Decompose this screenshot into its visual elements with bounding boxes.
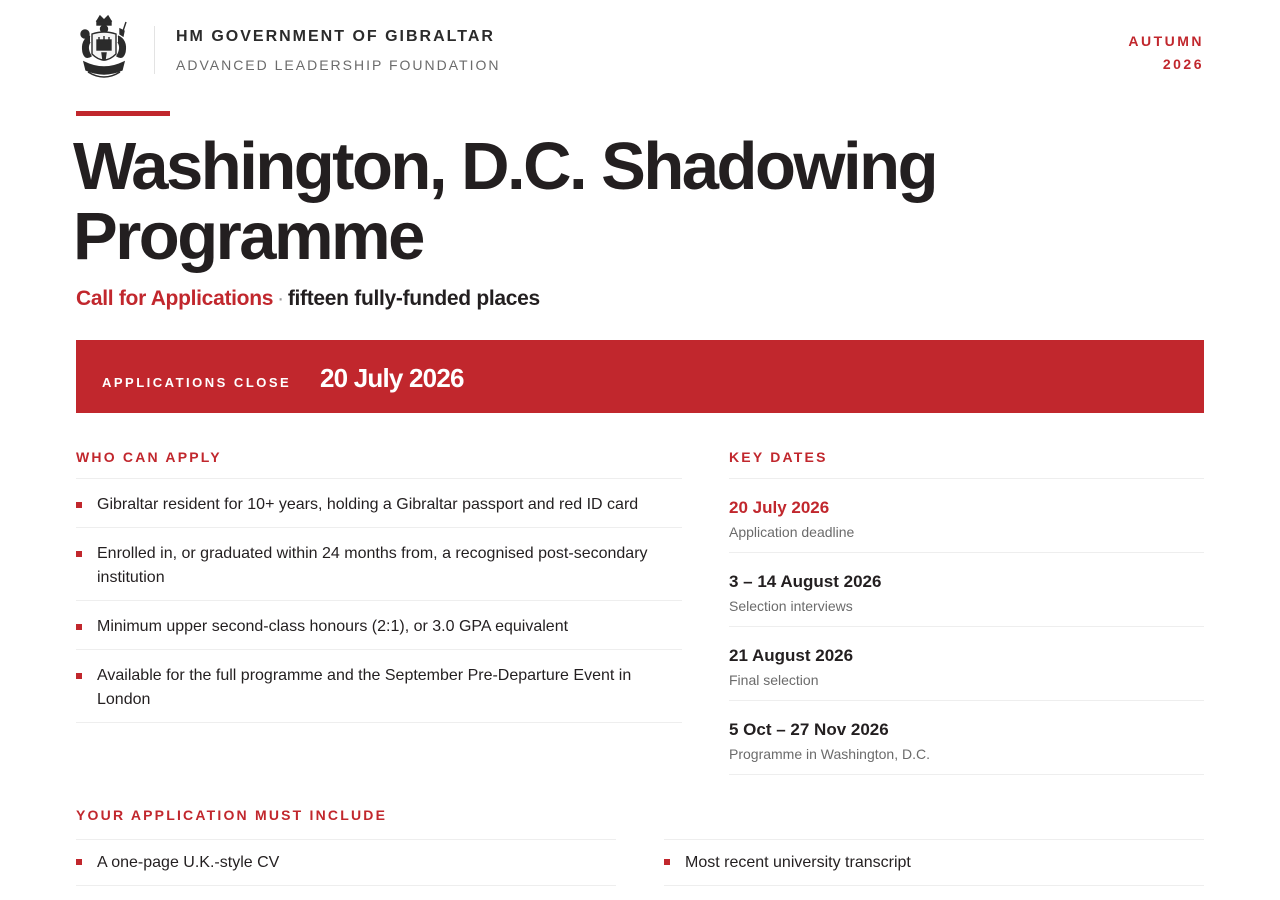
eligibility-heading: WHO CAN APPLY xyxy=(76,449,222,465)
date-item xyxy=(729,701,1204,775)
key-dates-list xyxy=(729,478,1204,775)
list-item-text: A one-page U.K.-style CV xyxy=(97,854,280,871)
date-value: 3 – 14 August 2026 xyxy=(729,572,882,591)
date-label: Selection interviews xyxy=(729,598,853,614)
bullet-icon xyxy=(76,859,82,865)
subtitle-separator: · xyxy=(277,287,284,310)
key-dates-heading: KEY DATES xyxy=(729,449,828,465)
org-subtitle: ADVANCED LEADERSHIP FOUNDATION xyxy=(176,57,501,73)
header-divider xyxy=(154,26,155,74)
bullet-icon xyxy=(76,624,82,630)
season-label xyxy=(1128,30,1204,76)
date-label: Final selection xyxy=(729,672,819,688)
org-title: HM GOVERNMENT OF GIBRALTAR xyxy=(176,28,495,45)
application-heading: YOUR APPLICATION MUST INCLUDE xyxy=(76,807,388,823)
subtitle xyxy=(76,287,540,311)
list-item-text: Gibraltar resident for 10+ years, holding a Gibraltar passport and red ID card xyxy=(97,496,639,513)
bullet-icon xyxy=(76,502,82,508)
page-title xyxy=(73,129,1073,274)
list-item-text: Most recent university transcript xyxy=(685,854,911,871)
date-label: Programme in Washington, D.C. xyxy=(729,746,930,762)
bullet-icon xyxy=(76,673,82,679)
list-item xyxy=(76,479,682,528)
deadline-banner xyxy=(76,340,1204,413)
list-item-text: Available for the full programme and the September Pre-Departure Event in London xyxy=(97,667,632,708)
subtitle-highlight: Call for Applications xyxy=(76,287,274,310)
eligibility-list xyxy=(76,478,682,723)
list-item xyxy=(76,601,682,650)
list-item-text: Minimum upper second-class honours (2:1), or 3.0 GPA equivalent xyxy=(97,618,569,635)
season-year: 2026 xyxy=(1162,56,1204,72)
application-list-left xyxy=(76,839,616,886)
page-title-line-2: Programme xyxy=(73,199,423,274)
date-value: 5 Oct – 27 Nov 2026 xyxy=(729,720,889,739)
header xyxy=(76,12,1204,88)
list-item xyxy=(76,650,682,723)
deadline-date: 20 July 2026 xyxy=(320,363,464,393)
list-item-text: Enrolled in, or graduated within 24 months from, a recognised post-secondary institution xyxy=(97,545,648,586)
date-value: 21 August 2026 xyxy=(729,646,854,665)
date-item xyxy=(729,553,1204,627)
deadline-label: APPLICATIONS CLOSE xyxy=(102,375,292,390)
date-item xyxy=(729,627,1204,701)
list-item xyxy=(76,840,616,886)
season-name: AUTUMN xyxy=(1128,33,1204,49)
application-list-right xyxy=(664,839,1204,886)
bullet-icon xyxy=(76,551,82,557)
page-title-line-1: Washington, D.C. Shadowing xyxy=(73,129,936,204)
subtitle-rest: fifteen fully-funded places xyxy=(287,287,540,310)
date-value: 20 July 2026 xyxy=(729,498,830,517)
accent-bar xyxy=(76,111,170,116)
list-item xyxy=(76,528,682,601)
date-item xyxy=(729,479,1204,553)
date-label: Application deadline xyxy=(729,524,855,540)
list-item xyxy=(664,840,1204,886)
royal-coat-of-arms-icon xyxy=(76,12,132,84)
bullet-icon xyxy=(664,859,670,865)
